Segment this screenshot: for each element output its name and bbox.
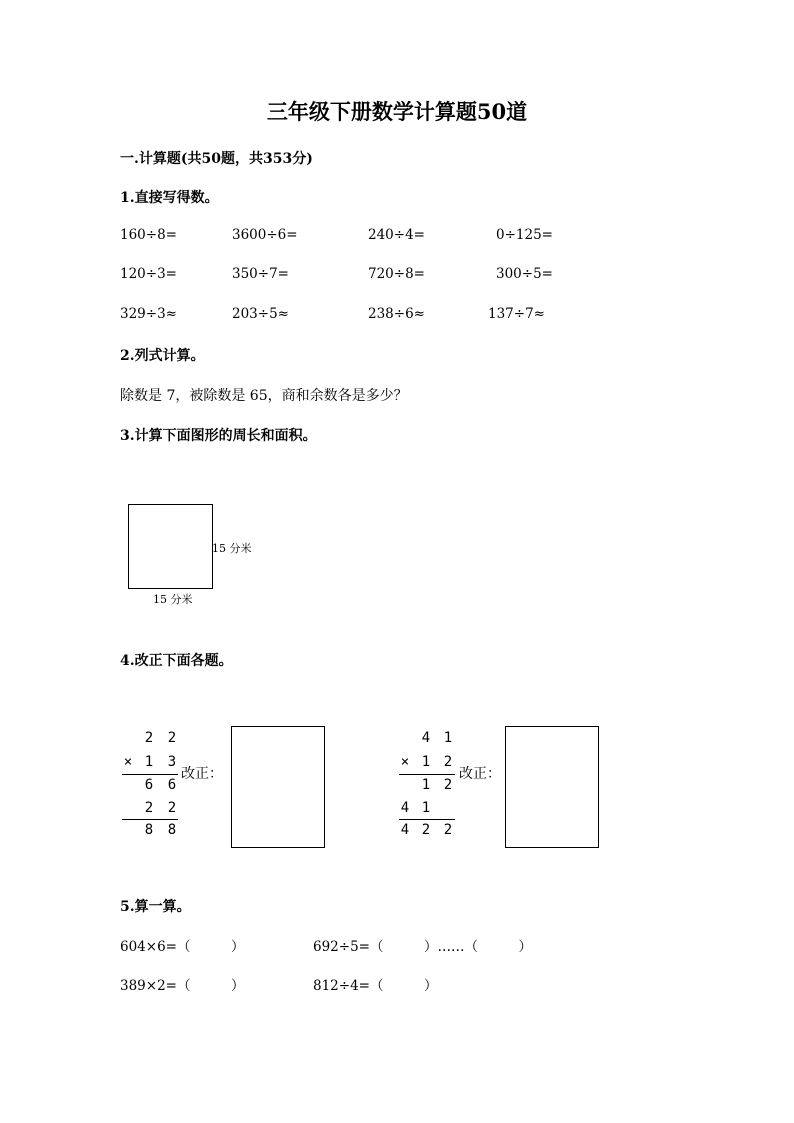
digit: 8 (144, 822, 154, 838)
digit: 1 (421, 777, 431, 793)
q1-item: 160÷8= (120, 227, 177, 243)
correction-label: 改正： (459, 766, 501, 782)
digit: 4 (400, 822, 410, 838)
digit: 2 (144, 730, 154, 746)
q1-item: 238÷6≈ (368, 306, 425, 322)
calc-line (122, 774, 178, 775)
q5-item: 604×6=（ ） (120, 939, 245, 955)
q1-item: 300÷5= (496, 266, 553, 282)
calc-line (122, 819, 178, 820)
q5-label: 5.算一算。 (120, 899, 191, 915)
digit: 2 (421, 822, 431, 838)
q5-item: 389×2=（ ） (120, 978, 245, 994)
q1-item: 137÷7≈ (488, 306, 545, 322)
digit: 2 (167, 730, 177, 746)
digit: 2 (443, 754, 453, 770)
q1-item: 3600÷6= (232, 227, 298, 243)
times-sign: × (400, 754, 410, 770)
q5-item: 812÷4=（ ） (313, 978, 438, 994)
square-bottom-label: 15 分米 (153, 593, 193, 606)
digit: 2 (167, 800, 177, 816)
calc-line (399, 774, 455, 775)
correction-box[interactable] (231, 726, 325, 848)
section-heading: 一.计算题(共50题，共353分) (120, 151, 313, 167)
digit: 1 (443, 730, 453, 746)
calc-line (399, 819, 455, 820)
q2-label: 2.列式计算。 (120, 348, 205, 364)
square-figure (128, 504, 213, 589)
q1-item: 329÷3≈ (120, 306, 177, 322)
q5-item: 692÷5=（ ）……（ ） (313, 939, 532, 955)
digit: 6 (144, 777, 154, 793)
times-sign: × (123, 754, 133, 770)
square-side-label: 15 分米 (212, 542, 252, 555)
q4-label: 4.改正下面各题。 (120, 653, 233, 669)
correction-label: 改正： (181, 766, 223, 782)
q1-item: 203÷5≈ (232, 306, 289, 322)
q3-label: 3.计算下面图形的周长和面积。 (120, 428, 317, 444)
digit: 3 (167, 754, 177, 770)
digit: 2 (144, 800, 154, 816)
q1-item: 350÷7= (232, 266, 289, 282)
digit: 8 (167, 822, 177, 838)
digit: 1 (144, 754, 154, 770)
digit: 2 (443, 777, 453, 793)
digit: 1 (421, 800, 431, 816)
digit: 4 (400, 800, 410, 816)
digit: 2 (443, 822, 453, 838)
q1-item: 0÷125= (496, 227, 553, 243)
q1-item: 720÷8= (368, 266, 425, 282)
digit: 6 (167, 777, 177, 793)
digit: 4 (421, 730, 431, 746)
correction-box[interactable] (505, 726, 599, 848)
q1-item: 120÷3= (120, 266, 177, 282)
q1-item: 240÷4= (368, 227, 425, 243)
q1-label: 1.直接写得数。 (120, 190, 219, 206)
q2-text: 除数是 7，被除数是 65，商和余数各是多少？ (120, 388, 408, 404)
digit: 1 (421, 754, 431, 770)
page-title: 三年级下册数学计算题50道 (266, 99, 528, 124)
